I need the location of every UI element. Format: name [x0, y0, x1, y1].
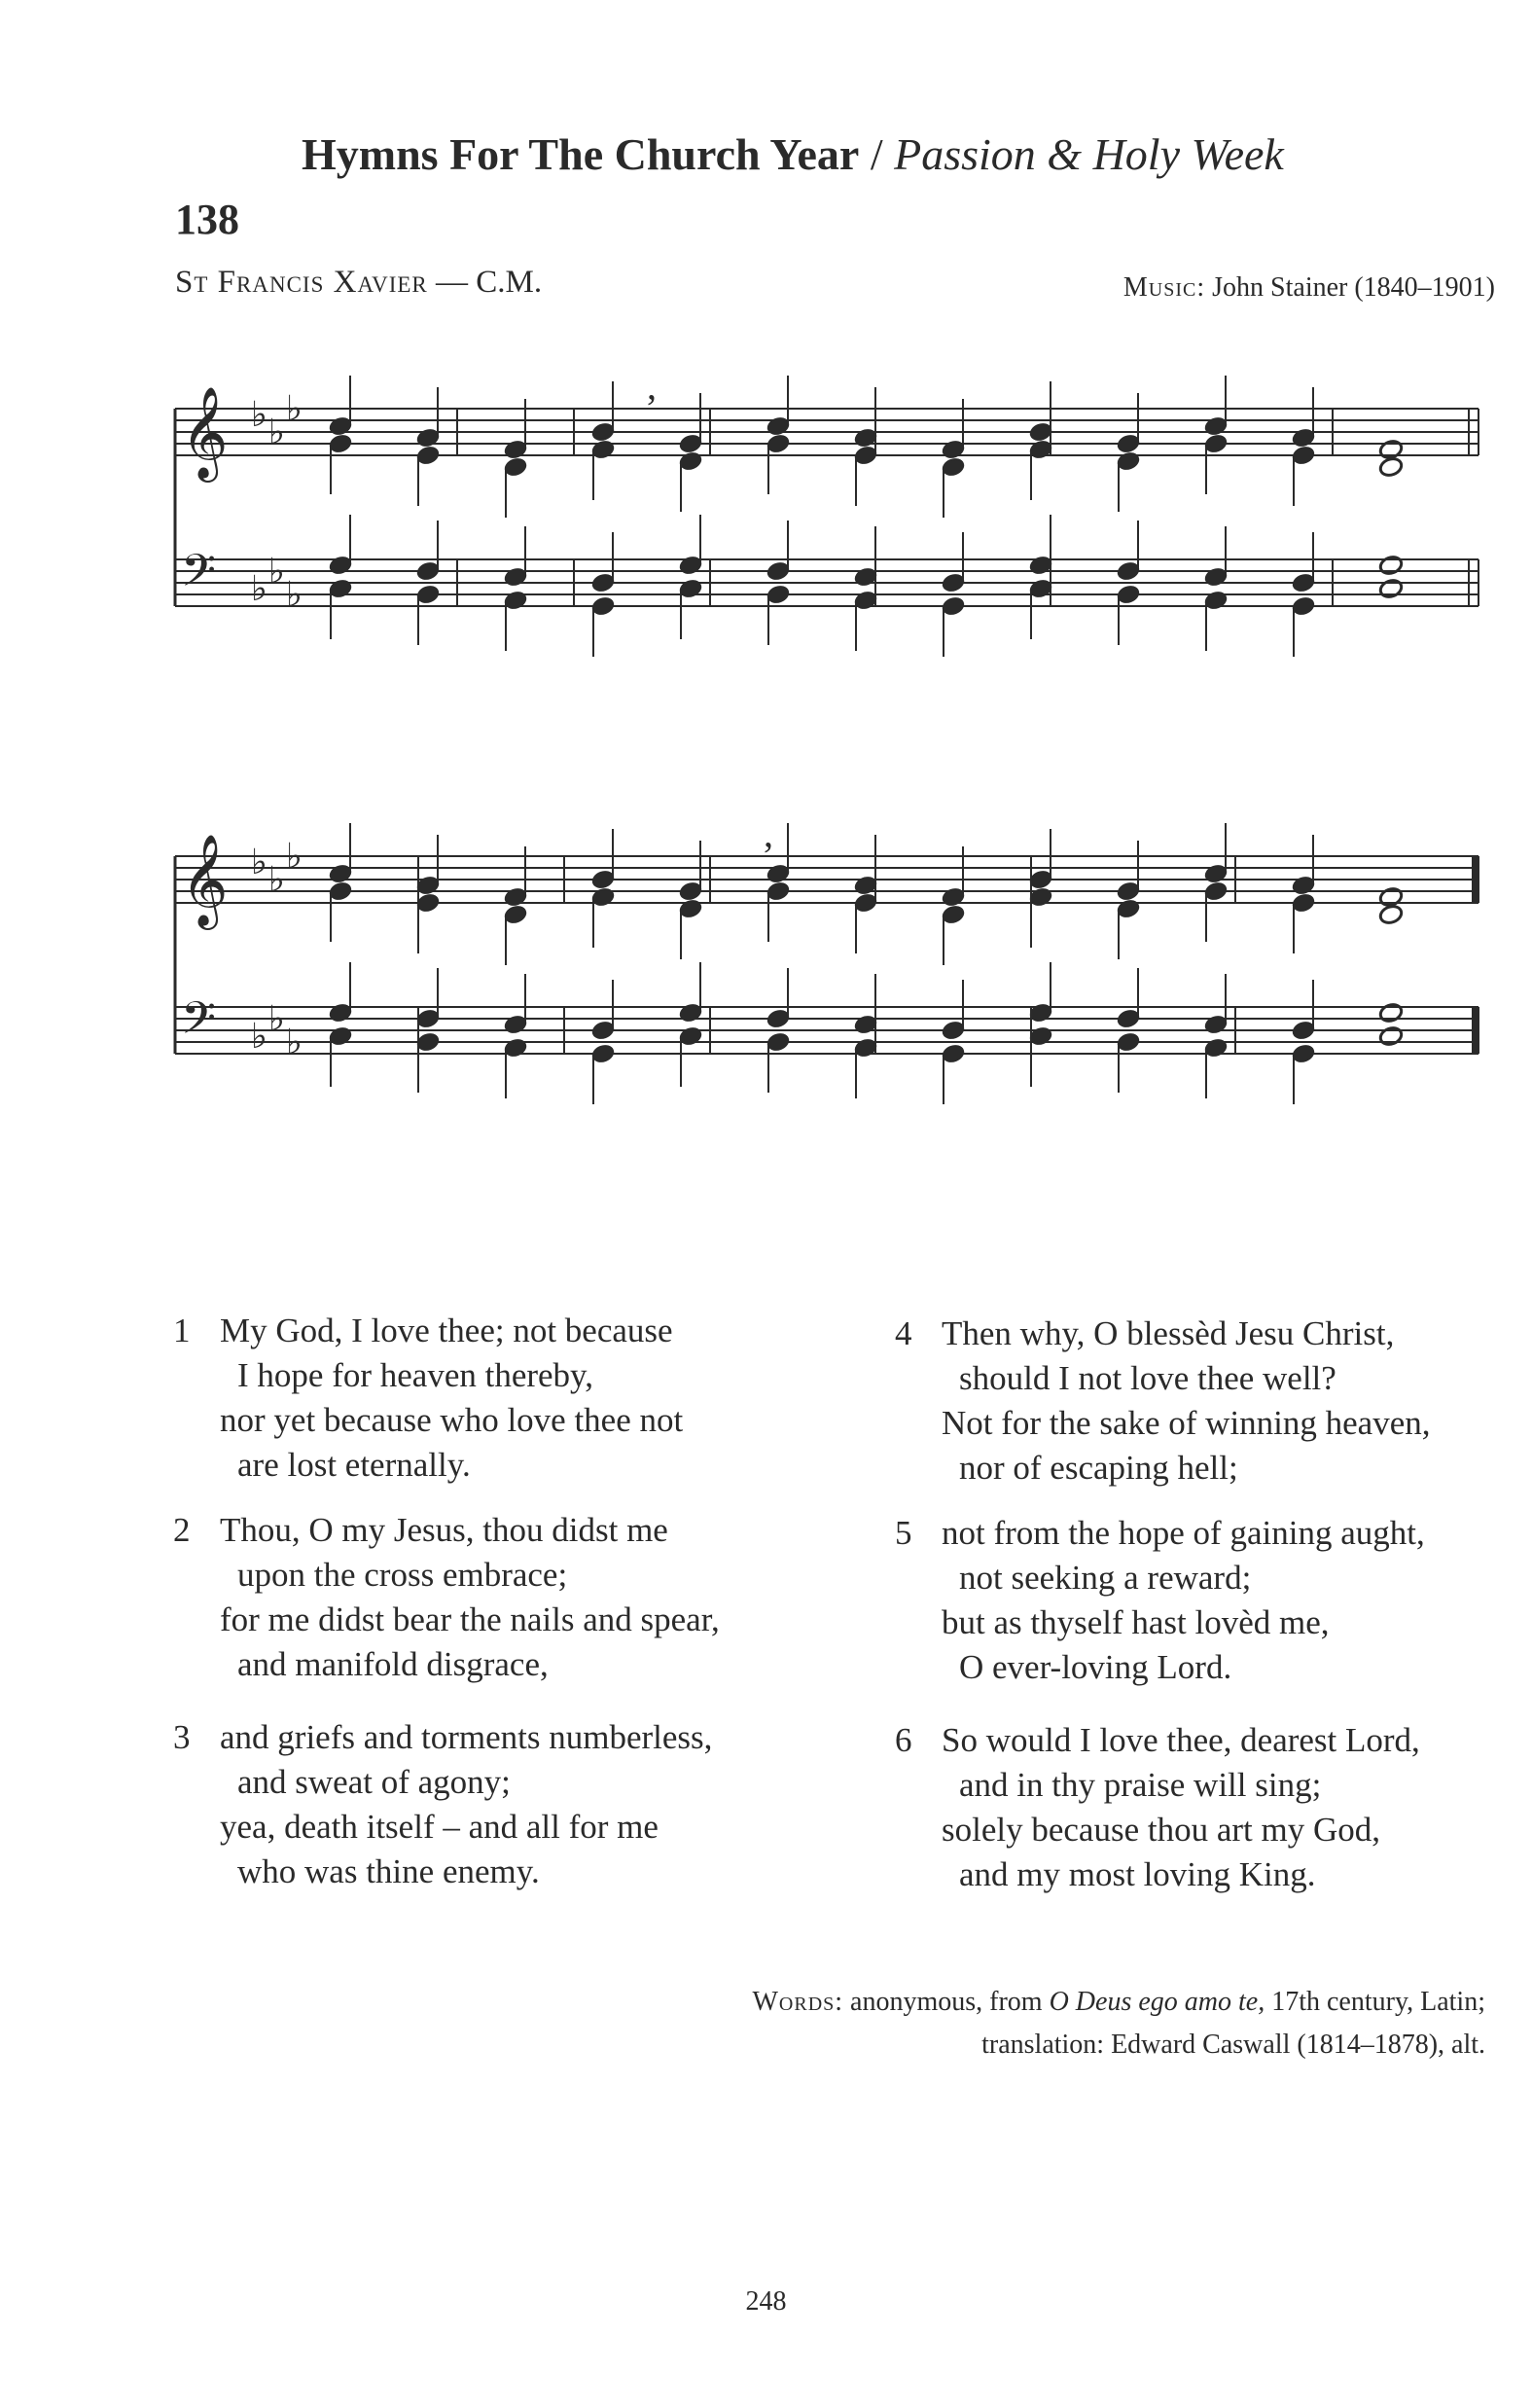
- hymn-number: 138: [175, 196, 239, 243]
- verse-line: O ever-loving Lord.: [959, 1648, 1232, 1686]
- verse-line: and manifold disgrace,: [237, 1645, 549, 1683]
- translation-credit: translation: Edward Caswall (1814–1878), alt.: [981, 2030, 1485, 2060]
- music-credit: [1123, 272, 1495, 304]
- verse-line: Then why, O blessèd Jesu Christ,: [942, 1314, 1395, 1352]
- half-note-head: [1378, 555, 1404, 577]
- verse-4: [895, 1312, 1431, 1491]
- breath-mark-icon: ,: [647, 370, 657, 408]
- music-label: Music:: [1122, 272, 1206, 303]
- treble-clef-icon: 𝄞: [181, 834, 229, 926]
- half-note-head: [1378, 456, 1404, 479]
- composer: John Stainer (1840–1901): [1205, 272, 1495, 303]
- verse-line: So would I love thee, dearest Lord,: [942, 1721, 1420, 1759]
- running-head: [302, 128, 1284, 180]
- flat-icon: ♭: [251, 569, 267, 609]
- final-barline: [1472, 856, 1479, 903]
- latin-source: O Deus ego amo te,: [1049, 1987, 1265, 2017]
- flat-icon: ♭: [251, 1017, 267, 1057]
- verse-3: [173, 1715, 712, 1894]
- verse-line: but as thyself hast lovèd me,: [942, 1603, 1330, 1641]
- final-barline: [1472, 1007, 1479, 1054]
- verse-line: and in thy praise will sing;: [959, 1766, 1322, 1804]
- words-credit: [752, 1981, 1485, 2067]
- bass-clef-icon: 𝄢: [181, 545, 217, 608]
- flat-icon: ♭: [268, 552, 285, 592]
- verse-5: [895, 1511, 1425, 1690]
- book-title: Hymns For The Church Year: [302, 129, 860, 179]
- section-title: Passion & Holy Week: [894, 129, 1284, 179]
- words-text: anonymous, from: [843, 1987, 1050, 2017]
- verse-line: and sweat of agony;: [237, 1763, 511, 1801]
- verse-line: are lost eternally.: [237, 1446, 471, 1484]
- verse-line: nor of escaping hell;: [959, 1449, 1238, 1487]
- verse-number: 2: [173, 1511, 191, 1549]
- verse-line: not seeking a reward;: [959, 1559, 1252, 1597]
- verse-line: and my most loving King.: [959, 1855, 1316, 1893]
- verse-line: yea, death itself – and all for me: [220, 1808, 659, 1846]
- verse-line: and griefs and torments numberless,: [220, 1718, 713, 1756]
- flat-icon: ♭: [286, 389, 303, 429]
- flat-icon: ♭: [268, 413, 285, 452]
- verse-number: 5: [895, 1514, 912, 1552]
- flat-icon: ♭: [286, 837, 303, 877]
- verse-line: nor yet because who love thee not: [220, 1401, 684, 1439]
- music-score: [156, 370, 1498, 1206]
- verse-line: My God, I love thee; not because: [220, 1312, 673, 1349]
- tune-meter: — C.M.: [427, 265, 543, 300]
- breath-mark-icon: ,: [764, 811, 773, 855]
- flat-icon: ♭: [251, 395, 267, 435]
- verse-number: 4: [895, 1314, 912, 1352]
- page-number: 248: [745, 2286, 787, 2317]
- verse-number: 1: [173, 1312, 191, 1349]
- words-text: 17th century, Latin;: [1265, 1987, 1485, 2017]
- verse-number: 3: [173, 1718, 191, 1756]
- verse-line: I hope for heaven thereby,: [237, 1356, 594, 1394]
- verse-line: upon the cross embrace;: [237, 1556, 568, 1594]
- half-note-head: [1378, 1002, 1404, 1024]
- half-note-head: [1378, 886, 1404, 909]
- half-note-head: [1378, 578, 1404, 600]
- flat-icon: ♭: [251, 843, 267, 882]
- half-note-head: [1378, 439, 1404, 461]
- verse-2: [173, 1508, 720, 1687]
- treble-clef-icon: 𝄞: [181, 386, 229, 479]
- verse-line: Thou, O my Jesus, thou didst me: [220, 1511, 668, 1549]
- half-note-head: [1378, 904, 1404, 926]
- title-separator: /: [859, 129, 895, 179]
- verse-line: solely because thou art my God,: [942, 1811, 1381, 1849]
- verse-line: not from the hope of gaining aught,: [942, 1514, 1425, 1552]
- flat-icon: ♭: [268, 860, 285, 900]
- tune-line: [175, 265, 542, 301]
- bass-clef-icon: 𝄢: [181, 992, 217, 1056]
- verse-6: [895, 1718, 1420, 1897]
- half-note-head: [1378, 1025, 1404, 1048]
- verse-line: for me didst bear the nails and spear,: [220, 1600, 720, 1638]
- tune-name: St Francis Xavier: [175, 265, 428, 300]
- flat-icon: ♭: [286, 1023, 303, 1062]
- verse-number: 6: [895, 1721, 912, 1759]
- flat-icon: ♭: [268, 999, 285, 1039]
- flat-icon: ♭: [286, 575, 303, 615]
- verse-line: Not for the sake of winning heaven,: [942, 1404, 1431, 1442]
- verse-line: should I not love thee well?: [959, 1359, 1336, 1397]
- verse-1: [173, 1309, 683, 1488]
- verse-line: who was thine enemy.: [237, 1852, 540, 1890]
- words-label: Words:: [752, 1987, 844, 2017]
